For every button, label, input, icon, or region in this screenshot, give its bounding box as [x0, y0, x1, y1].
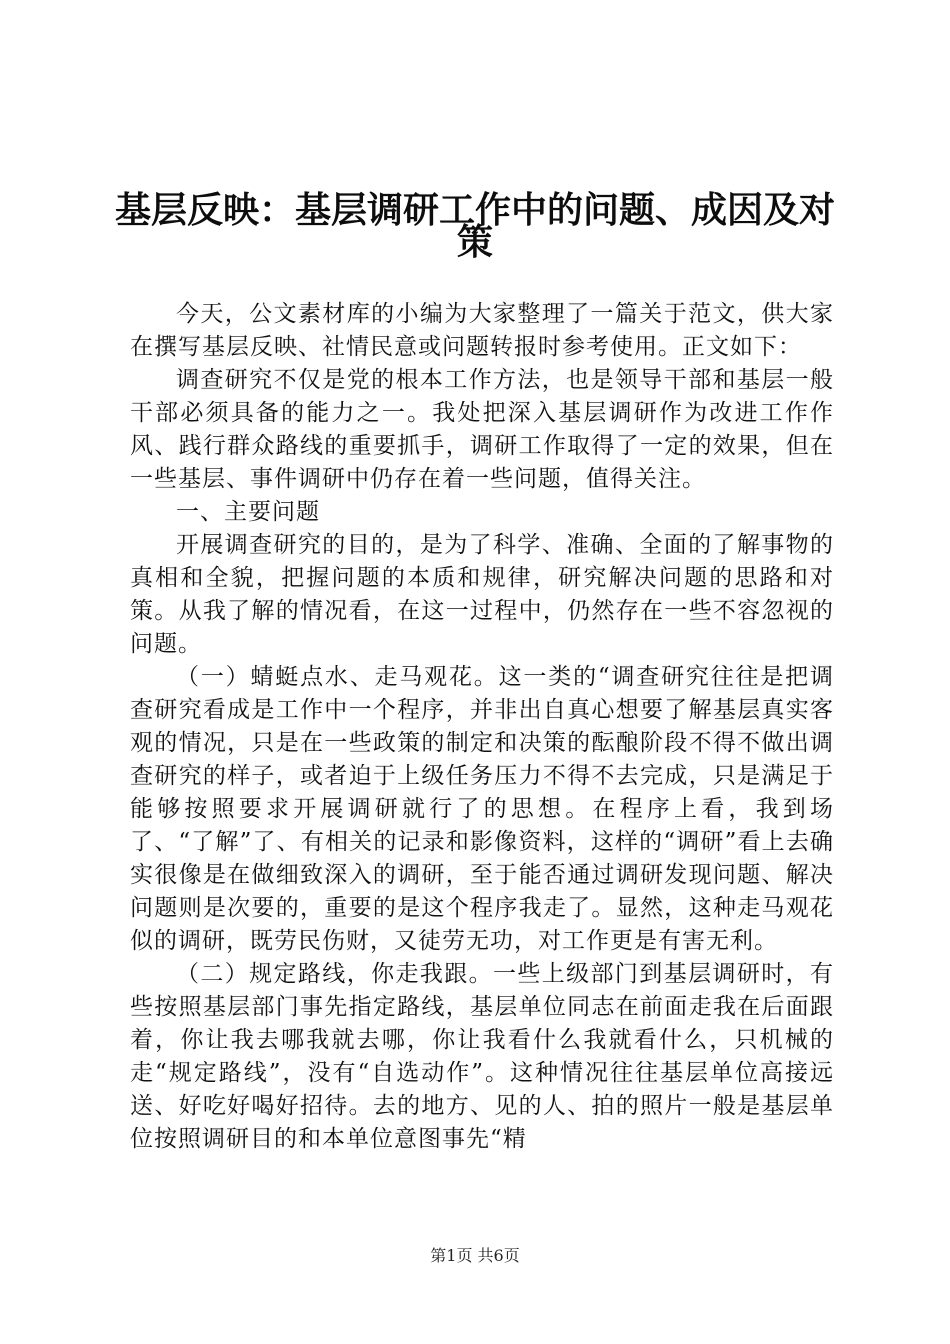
document-title-line1: 基层反映：基层调研工作中的问题、成因及对 — [114, 189, 835, 231]
paragraph-purpose: 开展调查研究的目的，是为了科学、准确、全面的了解事物的真相和全貌，把握问题的本质和规律，研究解决问题的思路和对策。从我了解的情况看，在这一过程中，仍然存在一些不容忽视的问题。 — [130, 532, 834, 657]
document-body — [130, 298, 834, 1156]
paragraph-background: 调查研究不仅是党的根本工作方法，也是领导干部和基层一般干部必须具备的能力之一。我处把深入基层调研作为改进工作作风、践行群众路线的重要抓手，调研工作取得了一定的效果，但在一些基层、事件调研中仍存在着一些问题，值得关注。 — [130, 367, 834, 492]
paragraph-problem-1: （一）蜻蜓点水、走马观花。这一类的“调查研究往往是把调查研究看成是工作中一个程序，并非出自真心想要了解基层真实客观的情况，只是在一些政策的制定和决策的酝酿阶段不得不做出调查研究的样子，或者迫于上级任务压力不得不去完成，只是满足于能够按照要求开展调研就行了的思想。在程序上看，我到场了、“了解”了、有相关的记录和影像资料，这样的“调研”看上去确实很像是在做细致深入的调研，至于能否通过调研发现问题、解决问题则是次要的，重要的是这个程序我走了。显然，这种走马观花似的调研，既劳民伤财，又徒劳无功，对工作更是有害无利。 — [130, 664, 834, 954]
paragraph-problem-2: （二）规定路线，你走我跟。一些上级部门到基层调研时，有些按照基层部门事先指定路线，基层单位同志在前面走我在后面跟着，你让我去哪我就去哪，你让我看什么我就看什么，只机械的走“规定路线”，没有“自选动作”。这种情况往往基层单位高接远送、好吃好喝好招待。去的地方、见的人、拍的照片一般是基层单位按照调研目的和本单位意图事先“精 — [130, 961, 834, 1152]
section-heading-main-problems: 一、主要问题 — [176, 499, 320, 525]
document-title-line2: 策 — [456, 221, 493, 263]
page-number-footer: 第1页 共6页 — [430, 1246, 520, 1265]
paragraph-intro: 今天，公文素材库的小编为大家整理了一篇关于范文，供大家在撰写基层反映、社情民意或问题转报时参考使用。正文如下： — [130, 301, 834, 360]
